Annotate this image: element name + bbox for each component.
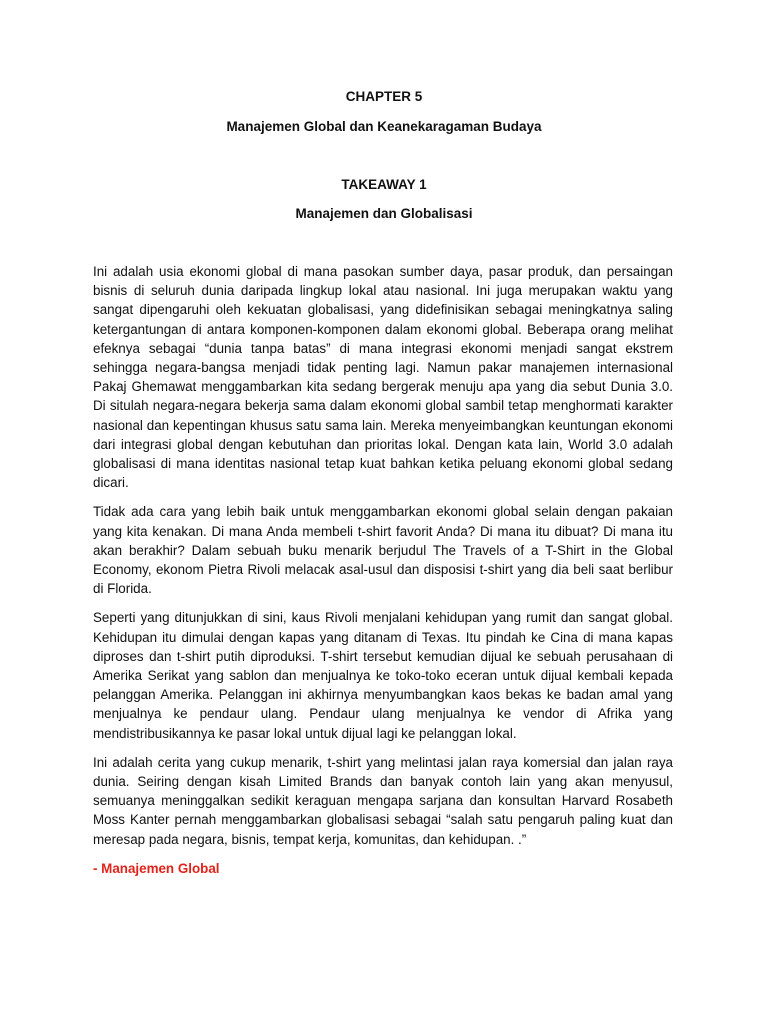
body-text — [93, 262, 673, 878]
takeaway-title: Manajemen dan Globalisasi — [295, 206, 473, 221]
chapter-title: Manajemen Global dan Keanekaragaman Budaya — [226, 119, 542, 134]
chapter-number: CHAPTER 5 — [345, 89, 423, 104]
paragraph-4: Ini adalah cerita yang cukup menarik, t-shirt yang melintasi jalan raya komersial dan jalan raya dunia. Seiring dengan kisah Limited Brands dan banyak contoh lain yang akan menyusul, semuanya meninggalkan sedikit keraguan mengapa sarjana dan konsultan Harvard Rosabeth Moss Kanter pernah menggambarkan globalisasi sebagai “salah satu pengaruh paling kuat dan meresap pada negara, bisnis, tempat kerja, komunitas, dan kehidupan. .” — [93, 754, 673, 847]
paragraph-2: Tidak ada cara yang lebih baik untuk menggambarkan ekonomi global selain dengan pakaian yang kita kenakan. Di mana Anda membeli t-shirt favorit Anda? Di mana itu dibuat? Di mana itu akan berakhir? Dalam sebuah buku menarik berjudul The Travels of a T-Shirt in the Global Economy, ekonom Pietra Rivoli melacak asal-usul dan disposisi t-shirt yang dia beli saat berlibur di Florida. — [93, 504, 673, 597]
paragraph-3: Seperti yang ditunjukkan di sini, kaus Rivoli menjalani kehidupan yang rumit dan sangat global. Kehidupan itu dimulai dengan kapas yang ditanam di Texas. Itu pindah ke Cina di mana kapas diproses dan t-shirt putih diproduksi. T-shirt tersebut kemudian dijual ke sebuah perusahaan di Amerika Serikat yang sablon dan menjualnya ke toko-toko eceran untuk dijual kembali kepada pelanggan Amerika. Pelanggan ini akhirnya menyumbangkan kaos bekas ke badan amal yang menjualnya ke pendaur ulang. Pendaur ulang menjualnya ke vendor di Afrika yang mendistribusikannya ke pasar lokal untuk dijual lagi ke pelanggan lokal. — [93, 610, 673, 741]
paragraph-1: Ini adalah usia ekonomi global di mana pasokan sumber daya, pasar produk, dan persaingan bisnis di seluruh dunia daripada lingkup lokal atau nasional. Ini juga merupakan waktu yang sangat dipengaruhi oleh kekuatan globalisasi, yang didefinisikan sebagai meningkatnya saling ketergantungan di antara komponen-komponen dalam ekonomi global. Beberapa orang melihat efeknya sebagai “dunia tanpa batas” di mana integrasi ekonomi menjadi sangat ekstrem sehingga negara-bangsa menjadi tidak penting lagi. Namun pakar manajemen internasional Pakaj Ghemawat menggambarkan kita sedang bergerak menuju apa yang dia sebut Dunia 3.0. Di situlah negara-negara bekerja sama dalam ekonomi global sambil tetap menghormati karakter nasional dan kepentingan khusus satu sama lain. Mereka menyeimbangkan keuntungan ekonomi dari integrasi global dengan kebutuhan dan prioritas lokal. Dengan kata lain, World 3.0 adalah globalisasi di mana identitas nasional tetap kuat bahkan ketika peluang ekonomi global sedang dicari. — [93, 264, 673, 491]
section-heading-manajemen-global: - Manajemen Global — [93, 860, 220, 876]
takeaway-heading: TAKEAWAY 1 — [341, 177, 427, 192]
